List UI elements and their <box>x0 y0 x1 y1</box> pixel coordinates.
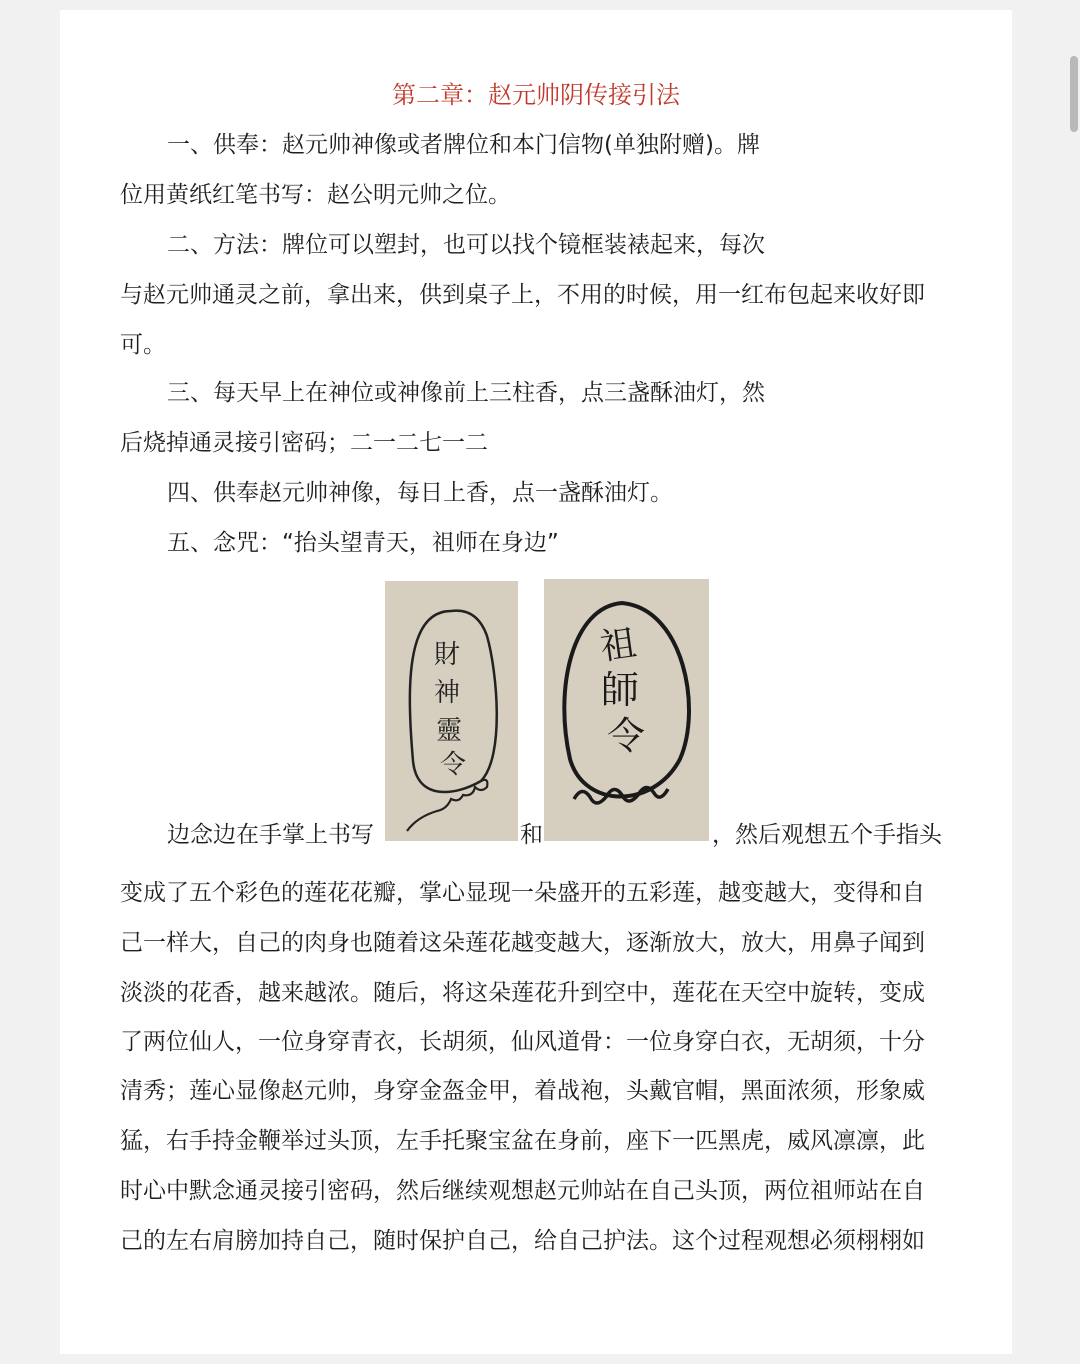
svg-text:師: 師 <box>600 668 640 712</box>
body-line: 猛，右手持金鞭举过头顶，左手托聚宝盆在身前，座下一匹黑虎，威风凛凛，此 <box>120 1128 925 1154</box>
inline-text-before: 边念边在手掌上书写 <box>167 822 374 848</box>
inline-text-after: ，然后观想五个手指头 <box>712 822 942 848</box>
svg-text:神: 神 <box>433 678 461 708</box>
talisman-caishen-lingling-image <box>385 581 518 841</box>
paragraph-line: 二、方法：牌位可以塑封，也可以找个镜框装裱起来，每次 <box>167 232 765 258</box>
document-page <box>60 10 1012 1354</box>
svg-text:令: 令 <box>606 714 646 758</box>
body-line: 己一样大，自己的肉身也随着这朵莲花越变越大，逐渐放大，放大，用鼻子闻到 <box>120 930 925 956</box>
paragraph-line: 后烧掉通灵接引密码；二一二七一二 <box>120 430 488 456</box>
paragraph-line: 与赵元帅通灵之前，拿出来，供到桌子上，不用的时候，用一红布包起来收好即 <box>120 282 925 308</box>
svg-text:祖: 祖 <box>597 622 640 669</box>
inline-text-between: 和 <box>520 822 543 848</box>
svg-text:令: 令 <box>439 750 467 780</box>
chapter-title: 第二章：赵元帅阴传接引法 <box>392 81 680 109</box>
paragraph-line: 三、每天早上在神位或神像前上三柱香，点三盏酥油灯，然 <box>167 380 765 406</box>
svg-text:靈: 靈 <box>435 716 463 746</box>
paragraph-line: 四、供奉赵元帅神像，每日上香，点一盏酥油灯。 <box>167 480 673 506</box>
body-line: 淡淡的花香，越来越浓。随后，将这朵莲花升到空中，莲花在天空中旋转，变成 <box>120 980 925 1006</box>
paragraph-line: 一、供奉：赵元帅神像或者牌位和本门信物(单独附赠)。牌 <box>167 132 760 158</box>
body-line: 清秀；莲心显像赵元帅，身穿金盔金甲，着战袍，头戴官帽，黑面浓须，形象威 <box>120 1078 925 1104</box>
body-line: 己的左右肩膀加持自己，随时保护自己，给自己护法。这个过程观想必须栩栩如 <box>120 1228 925 1254</box>
svg-text:財: 財 <box>433 640 461 670</box>
body-line: 变成了五个彩色的莲花花瓣，掌心显现一朵盛开的五彩莲，越变越大，变得和自 <box>120 880 925 906</box>
paragraph-line: 可。 <box>120 332 166 358</box>
talisman-zushi-ling-image <box>544 579 709 841</box>
scrollbar-thumb[interactable] <box>1070 56 1078 132</box>
body-line: 了两位仙人，一位身穿青衣，长胡须，仙风道骨：一位身穿白衣，无胡须，十分 <box>120 1029 925 1055</box>
paragraph-line: 五、念咒：“抬头望青天，祖师在身边” <box>167 530 559 556</box>
body-line: 时心中默念通灵接引密码，然后继续观想赵元帅站在自己头顶，两位祖师站在自 <box>120 1178 925 1204</box>
paragraph-line: 位用黄纸红笔书写：赵公明元帅之位。 <box>120 182 511 208</box>
